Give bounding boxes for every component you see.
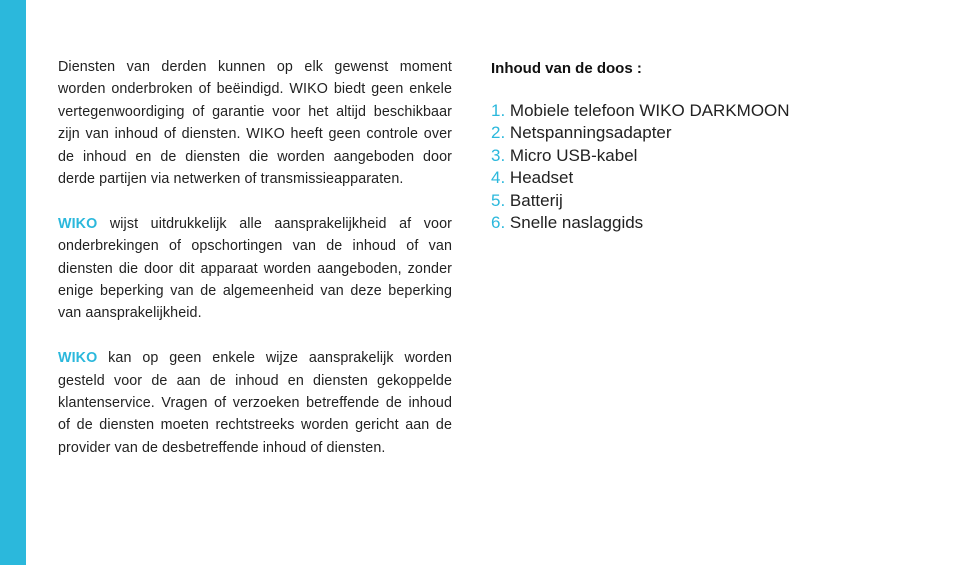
- item-number: 3.: [491, 145, 506, 165]
- list-item: [491, 167, 911, 189]
- item-number: 2.: [491, 123, 506, 143]
- item-label: Batterij: [505, 190, 563, 210]
- list-item: [491, 212, 911, 234]
- list-item: [491, 145, 911, 167]
- item-label: Netspanningsadapter: [505, 123, 672, 143]
- disclaimer-column: [58, 56, 452, 482]
- brand-name: WIKO: [58, 215, 98, 232]
- paragraph-text: wijst uitdrukkelijk alle aansprakelijkheid af voor onderbrekingen of opschortingen van de inhoud of van diensten die door dit apparaat worden aangeboden, zonder enige beperking van de algemeenheid van deze beperking van aansprakelijkheid.: [58, 215, 452, 322]
- box-contents-list: [491, 100, 911, 234]
- list-item: [491, 122, 911, 144]
- paragraph-text: kan op geen enkele wijze aansprakelijk worden gesteld voor de aan de inhoud en diensten gekoppelde klantenservice. Vragen of verzoeken betreffende de inhoud of de diensten moeten rechtstreeks worden gericht aan de provider van de desbetreffende inhoud of diensten.: [58, 350, 452, 456]
- item-number: 4.: [491, 168, 506, 188]
- list-item: [491, 190, 911, 212]
- item-number: 6.: [491, 213, 506, 233]
- item-label: Snelle naslaggids: [505, 213, 644, 233]
- side-color-bar: [0, 0, 26, 565]
- box-contents-title: Inhoud van de doos :: [491, 60, 642, 77]
- item-label: Mobiele telefoon WIKO DARKMOON: [505, 101, 790, 120]
- item-number: 1.: [491, 101, 506, 120]
- brand-name: WIKO: [58, 350, 98, 367]
- item-number: 5.: [491, 190, 506, 210]
- paragraph-text: Diensten van derden kunnen op elk gewenst moment worden onderbroken of beëindigd. WIKO biedt geen enkele vertegenwoordiging of garantie voor het altijd beschikbaar zijn van inhoud of diensten. WIKO heeft geen controle over de inhoud en de diensten die worden aangeboden door derde partijen via netwerken of transmissieapparaten.: [58, 59, 452, 188]
- paragraph-liability-disclaimer: [58, 213, 452, 325]
- box-contents-column: [491, 56, 911, 234]
- paragraph-customer-service: [58, 347, 452, 459]
- item-label: Micro USB-kabel: [505, 145, 638, 165]
- paragraph-third-party-services: [58, 56, 452, 190]
- list-item: [491, 100, 911, 122]
- item-label: Headset: [505, 168, 574, 188]
